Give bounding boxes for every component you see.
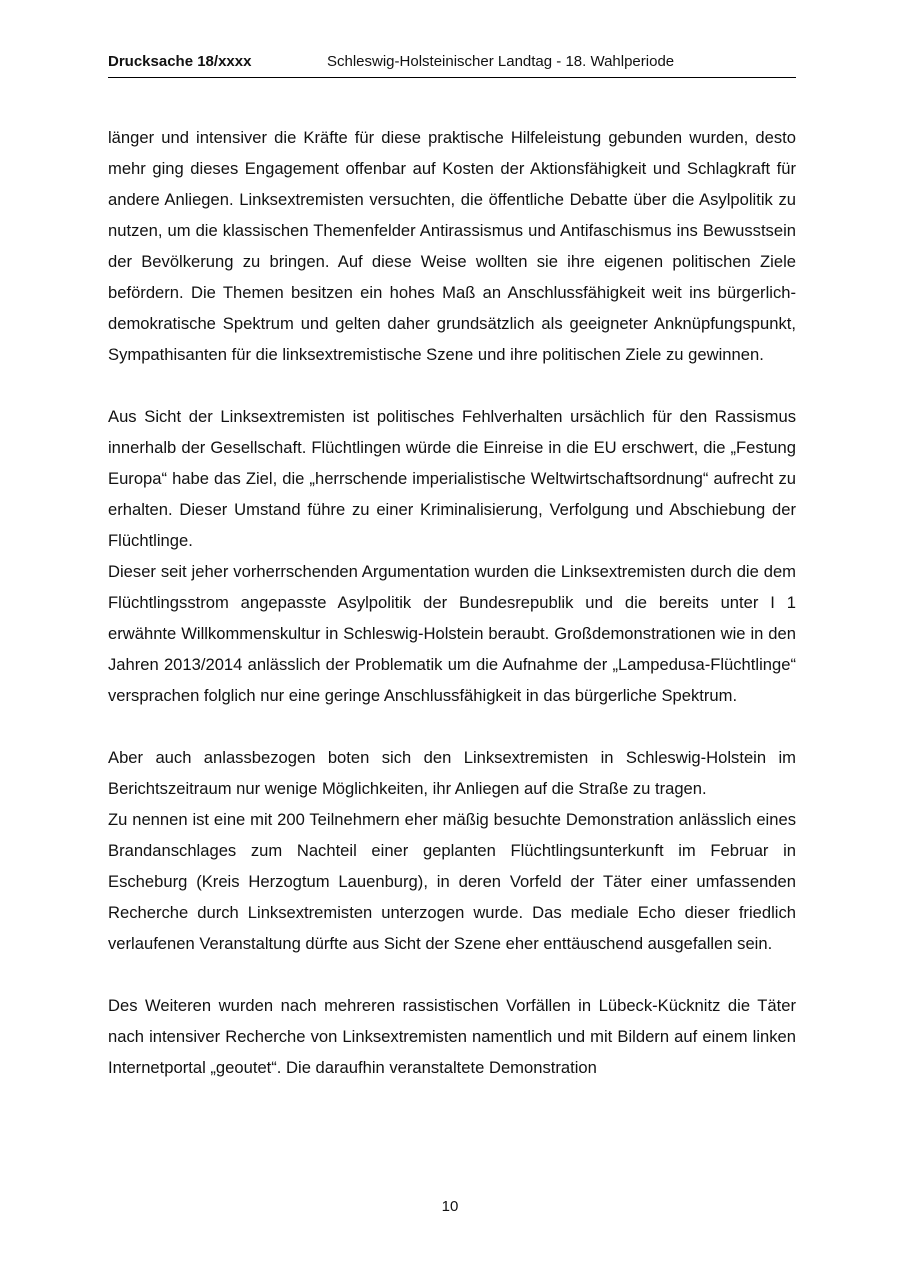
paragraph-4: Aber auch anlassbezogen boten sich den Linksextremisten in Schleswig-Holstein im Berichtszeitraum nur wenige Möglichkeiten, ihr Anliegen auf die Straße zu tragen. (108, 748, 796, 798)
paragraph-6: Des Weiteren wurden nach mehreren rassistischen Vorfällen in Lübeck-Kücknitz die Täter nach intensiver Recherche von Linksextremisten namentlich und mit Bildern auf einem linken Internetportal „geoutet“. Die daraufhin veranstaltete Demonstration (108, 996, 796, 1077)
paragraph-2: Aus Sicht der Linksextremisten ist politisches Fehlverhalten ursächlich für den Rassismus innerhalb der Gesellschaft. Flüchtlingen würde die Einreise in die EU erschwert, die „Festung Europa“ habe das Ziel, die „herrschende imperialistische Weltwirtschaftsordnung“ aufrecht zu erhalten. Dieser Umstand führe zu einer Kriminalisierung, Verfolgung und Abschiebung der Flüchtlinge. (108, 407, 796, 550)
page-number: 10 (441, 1198, 459, 1215)
paragraph-3: Dieser seit jeher vorherrschenden Argumentation wurden die Linksextremisten durch die dem Flüchtlingsstrom angepasste Asylpolitik der Bundesrepublik und die bereits unter I 1 erwähnte Willkommenskultur in Schleswig-Holstein beraubt. Großdemonstrationen wie in den Jahren 2013/2014 anlässlich der Problematik um die Aufnahme der „Lampedusa-Flüchtlinge“ versprachen folglich nur eine geringe Anschlussfähigkeit in das bürgerliche Spektrum. (108, 562, 796, 705)
document-number: Drucksache 18/xxxx (108, 53, 252, 70)
body-text (108, 122, 796, 1083)
parliament-title: Schleswig-Holsteinischer Landtag - 18. Wahlperiode (327, 53, 675, 70)
paragraph-5: Zu nennen ist eine mit 200 Teilnehmern eher mäßig besuchte Demonstration anlässlich eines Brandanschlages zum Nachteil einer geplanten Flüchtlingsunterkunft im Februar in Escheburg (Kreis Herzogtum Lauenburg), in deren Vorfeld der Täter einer umfassenden Recherche durch Linksextremisten unterzogen wurde. Das mediale Echo dieser friedlich verlaufenen Veranstaltung dürfte aus Sicht der Szene eher enttäuschend ausgefallen sein. (108, 810, 796, 953)
page-header (108, 50, 796, 78)
paragraph-1: länger und intensiver die Kräfte für diese praktische Hilfeleistung gebunden wurden, desto mehr ging dieses Engagement offenbar auf Kosten der Aktionsfähigkeit und Schlagkraft für andere Anliegen. Linksextremisten versuchten, die öffentliche Debatte über die Asylpolitik zu nutzen, um die klassischen Themenfelder Antirassismus und Antifaschismus ins Bewusstsein der Bevölkerung zu bringen. Auf diese Weise wollten sie ihre eigenen politischen Ziele befördern. Die Themen besitzen ein hohes Maß an Anschlussfähigkeit weit ins bürgerlich-demokratische Spektrum und gelten daher grundsätzlich als geeigneter Anknüpfungspunkt, Sympathisanten für die linksextremistische Szene und ihre politischen Ziele zu gewinnen. (108, 128, 796, 364)
